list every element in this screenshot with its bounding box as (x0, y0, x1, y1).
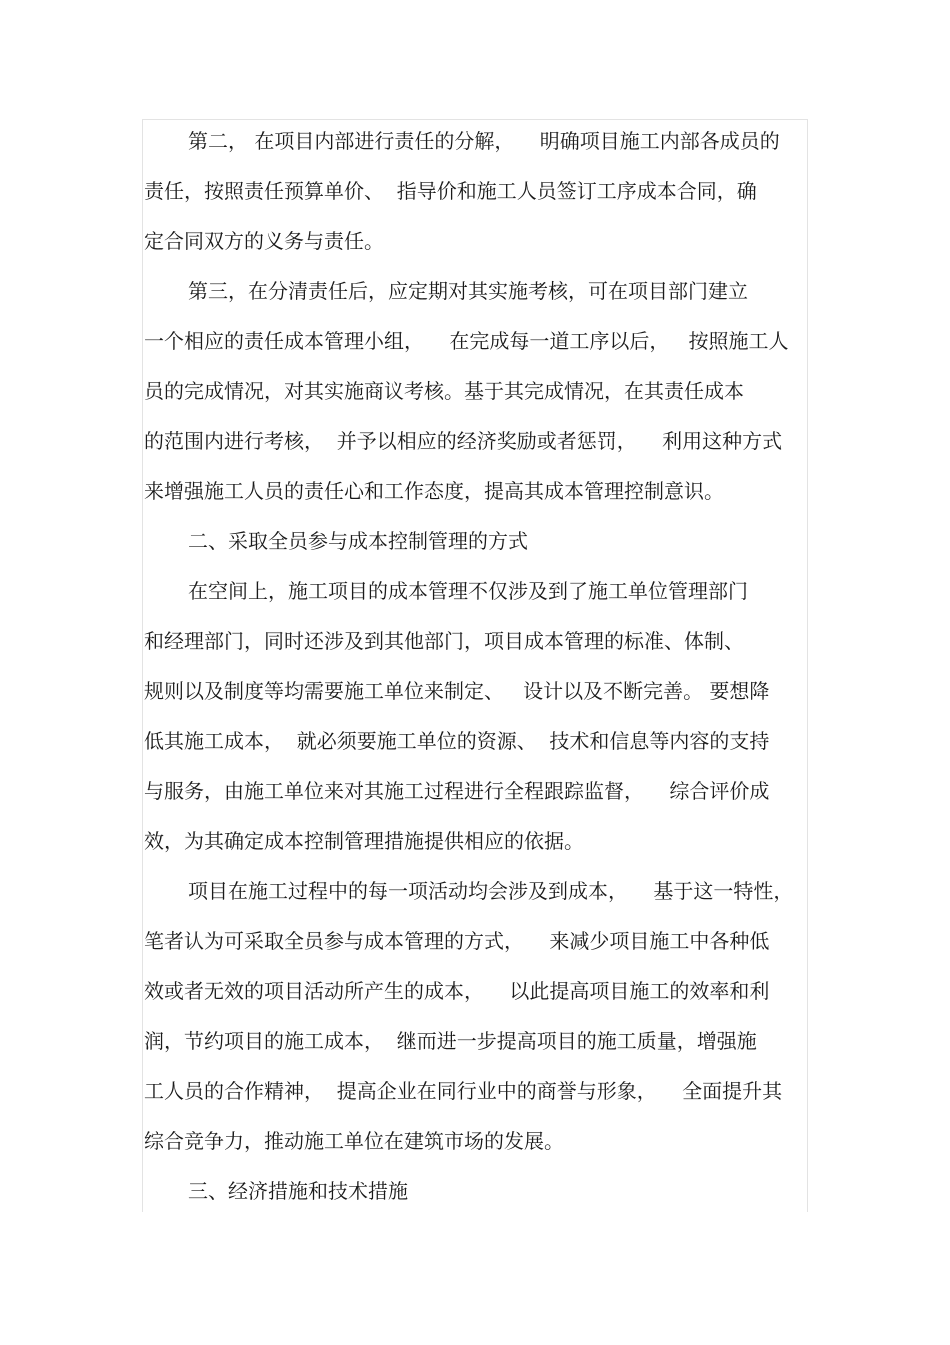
paragraph-line: 来增强施工人员的责任心和工作态度，提高其成本管理控制意识。 (144, 479, 724, 503)
paragraph-line: 在空间上，施工项目的成本管理不仅涉及到了施工单位管理部门 (188, 579, 748, 603)
paragraph-line: 项目在施工过程中的每一项活动均会涉及到成本， 基于这一特性， (188, 879, 794, 903)
paragraph-line: 责任，按照责任预算单价、 指导价和施工人员签订工序成本合同，确 (144, 179, 757, 203)
paragraph-line: 员的完成情况，对其实施商议考核。基于其完成情况，在其责任成本 (144, 379, 744, 403)
paragraph-line: 定合同双方的义务与责任。 (144, 229, 384, 253)
paragraph-line: 效，为其确定成本控制管理措施提供相应的依据。 (144, 829, 584, 853)
paragraph-line: 第三，在分清责任后，应定期对其实施考核，可在项目部门建立 (188, 279, 748, 303)
paragraph-line: 规则以及制度等均需要施工单位来制定、 设计以及不断完善。 要想降 (144, 679, 770, 703)
paragraph-line: 工人员的合作精神， 提高企业在同行业中的商誉与形象， 全面提升其 (144, 1079, 783, 1103)
paragraph-line: 润，节约项目的施工成本， 继而进一步提高项目的施工质量，增强施 (144, 1029, 757, 1053)
paragraph-line: 的范围内进行考核， 并予以相应的经济奖励或者惩罚， 利用这种方式 (144, 429, 783, 453)
paragraph-line: 与服务，由施工单位来对其施工过程进行全程跟踪监督， 综合评价成 (144, 779, 770, 803)
paragraph-line: 第二， 在项目内部进行责任的分解， 明确项目施工内部各成员的 (188, 129, 780, 153)
paragraph-line: 低其施工成本， 就必须要施工单位的资源、 技术和信息等内容的支持 (144, 729, 770, 753)
section-heading: 二、采取全员参与成本控制管理的方式 (188, 529, 528, 553)
paragraph-line: 综合竞争力，推动施工单位在建筑市场的发展。 (144, 1129, 564, 1153)
paragraph-line: 笔者认为可采取全员参与成本管理的方式， 来减少项目施工中各种低 (144, 929, 770, 953)
section-heading: 三、经济措施和技术措施 (188, 1179, 408, 1203)
paragraph-line: 效或者无效的项目活动所产生的成本， 以此提高项目施工的效率和利 (144, 979, 770, 1003)
paragraph-line: 一个相应的责任成本管理小组， 在完成每一道工序以后， 按照施工人 (144, 329, 789, 353)
paragraph-line: 和经理部门，同时还涉及到其他部门，项目成本管理的标准、体制、 (144, 629, 744, 653)
